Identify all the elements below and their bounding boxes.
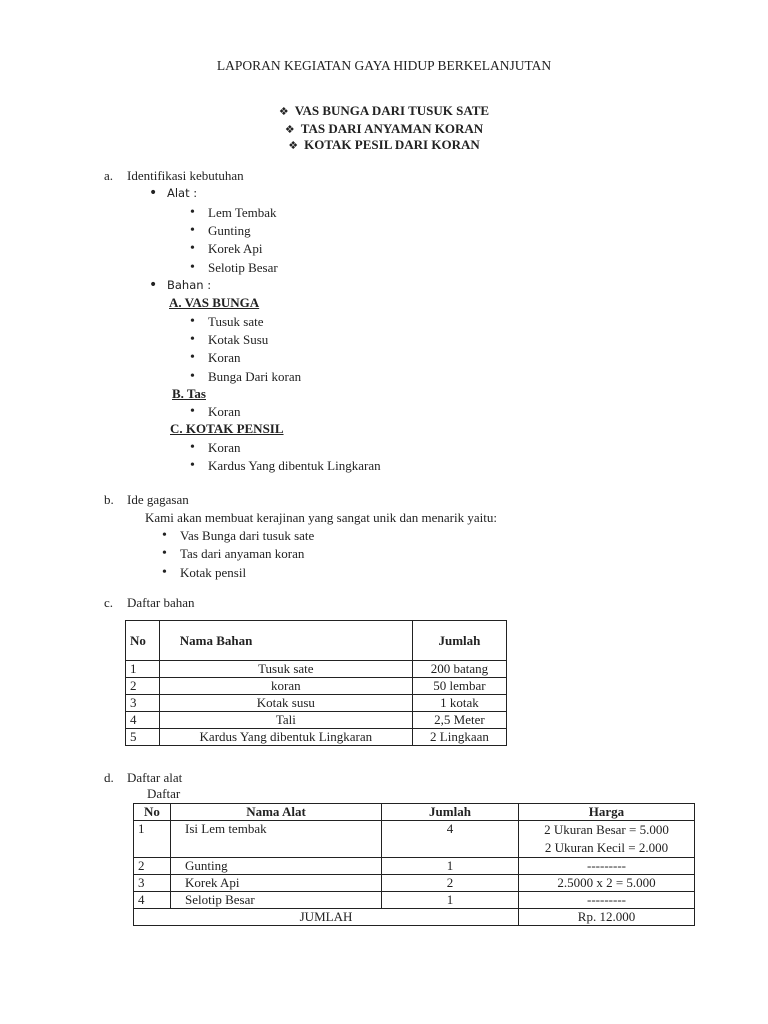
table-cell: 5 [126, 729, 160, 746]
diamond-bullet-icon: ❖ [284, 123, 295, 136]
table-row [126, 729, 507, 746]
table-cell: Kotak susu [159, 695, 412, 712]
table-row [134, 858, 695, 875]
column-header: Nama Bahan [159, 621, 412, 661]
list-item: • Bunga Dari koran [208, 369, 301, 385]
table-header-row [126, 621, 507, 661]
price-line: 2 Ukuran Besar = 5.000 [544, 822, 669, 837]
table-row [134, 892, 695, 909]
table-cell: 50 lembar [412, 678, 506, 695]
column-header: No [126, 621, 160, 661]
table-cell: Selotip Besar [171, 892, 382, 909]
table-cell: koran [159, 678, 412, 695]
bahan-label: • Bahan : [167, 278, 211, 292]
tas-heading: B. Tas [172, 386, 206, 401]
table-cell: 1 kotak [412, 695, 506, 712]
section-b-heading: Ide gagasan [127, 492, 189, 507]
total-label: JUMLAH [134, 909, 519, 926]
table-cell: 2 Lingkaan [412, 729, 506, 746]
section-b-marker: b. [104, 492, 114, 507]
kotak-heading: C. KOTAK PENSIL [170, 421, 284, 436]
list-item: • Koran [208, 440, 241, 456]
section-b-intro: Kami akan membuat kerajinan yang sangat unik dan menarik yaitu: [145, 510, 497, 525]
section-d-marker: d. [104, 770, 114, 785]
section-a-heading: Identifikasi kebutuhan [127, 168, 244, 183]
table-total-row [134, 909, 695, 926]
alat-table [133, 803, 695, 926]
table-cell: Gunting [171, 858, 382, 875]
list-item: • Kotak Susu [208, 332, 268, 348]
table-cell: 4 [134, 892, 171, 909]
table-cell: 3 [126, 695, 160, 712]
table-cell: 1 [382, 892, 519, 909]
section-d-subheading: Daftar [147, 786, 181, 801]
table-cell: Tali [159, 712, 412, 729]
table-cell: 4 [382, 821, 519, 858]
column-header: Nama Alat [171, 804, 382, 821]
table-cell: Korek Api [171, 875, 382, 892]
table-row [126, 661, 507, 678]
table-cell: --------- [519, 892, 695, 909]
section-c-heading: Daftar bahan [127, 595, 195, 610]
diamond-bullet-icon: ❖ [288, 139, 299, 152]
list-item: • Selotip Besar [208, 260, 278, 276]
total-value: Rp. 12.000 [519, 909, 695, 926]
column-header: No [134, 804, 171, 821]
list-item: • Lem Tembak [208, 205, 277, 221]
table-cell: 2,5 Meter [412, 712, 506, 729]
column-header: Jumlah [382, 804, 519, 821]
list-item: • Kardus Yang dibentuk Lingkaran [208, 458, 381, 474]
project-item: ❖ TAS DARI ANYAMAN KORAN [284, 121, 484, 136]
column-header: Harga [519, 804, 695, 821]
table-cell: 2.5000 x 2 = 5.000 [519, 875, 695, 892]
table-row [126, 678, 507, 695]
project-item: ❖ VAS BUNGA DARI TUSUK SATE [278, 103, 490, 118]
table-cell: --------- [519, 858, 695, 875]
diamond-bullet-icon: ❖ [278, 105, 289, 118]
table-cell: 200 batang [412, 661, 506, 678]
table-cell: 4 [126, 712, 160, 729]
list-item: • Kotak pensil [180, 565, 246, 581]
section-c-marker: c. [104, 595, 114, 610]
table-cell: 1 [134, 821, 171, 858]
table-cell: 2 [134, 858, 171, 875]
list-item: • Tusuk sate [208, 314, 264, 330]
table-cell: 3 [134, 875, 171, 892]
table-row [134, 821, 695, 858]
list-item: • Gunting [208, 223, 251, 239]
table-row [126, 712, 507, 729]
price-line: 2 Ukuran Kecil = 2.000 [544, 840, 669, 855]
table-cell: 2 [382, 875, 519, 892]
bahan-table [125, 620, 507, 746]
list-item: • Vas Bunga dari tusuk sate [180, 528, 314, 544]
table-header-row [134, 804, 695, 821]
list-item: • Koran [208, 404, 241, 420]
list-item: • Koran [208, 350, 241, 366]
table-row [126, 695, 507, 712]
table-cell: 2 [126, 678, 160, 695]
project-item: ❖ KOTAK PESIL DARI KORAN [288, 137, 480, 152]
column-header: Jumlah [412, 621, 506, 661]
table-cell: Tusuk sate [159, 661, 412, 678]
table-cell: Kardus Yang dibentuk Lingkaran [159, 729, 412, 746]
vas-heading: A. VAS BUNGA [169, 295, 260, 310]
section-a-marker: a. [104, 168, 114, 183]
alat-label: • Alat : [167, 186, 197, 200]
list-item: • Korek Api [208, 241, 263, 257]
table-cell: 1 [126, 661, 160, 678]
list-item: • Tas dari anyaman koran [180, 546, 304, 562]
table-row [134, 875, 695, 892]
table-cell: Isi Lem tembak [171, 821, 382, 858]
page-title: LAPORAN KEGIATAN GAYA HIDUP BERKELANJUTAN [216, 58, 552, 73]
table-cell: 1 [382, 858, 519, 875]
table-cell [519, 821, 695, 858]
section-d-heading: Daftar alat [127, 770, 183, 785]
